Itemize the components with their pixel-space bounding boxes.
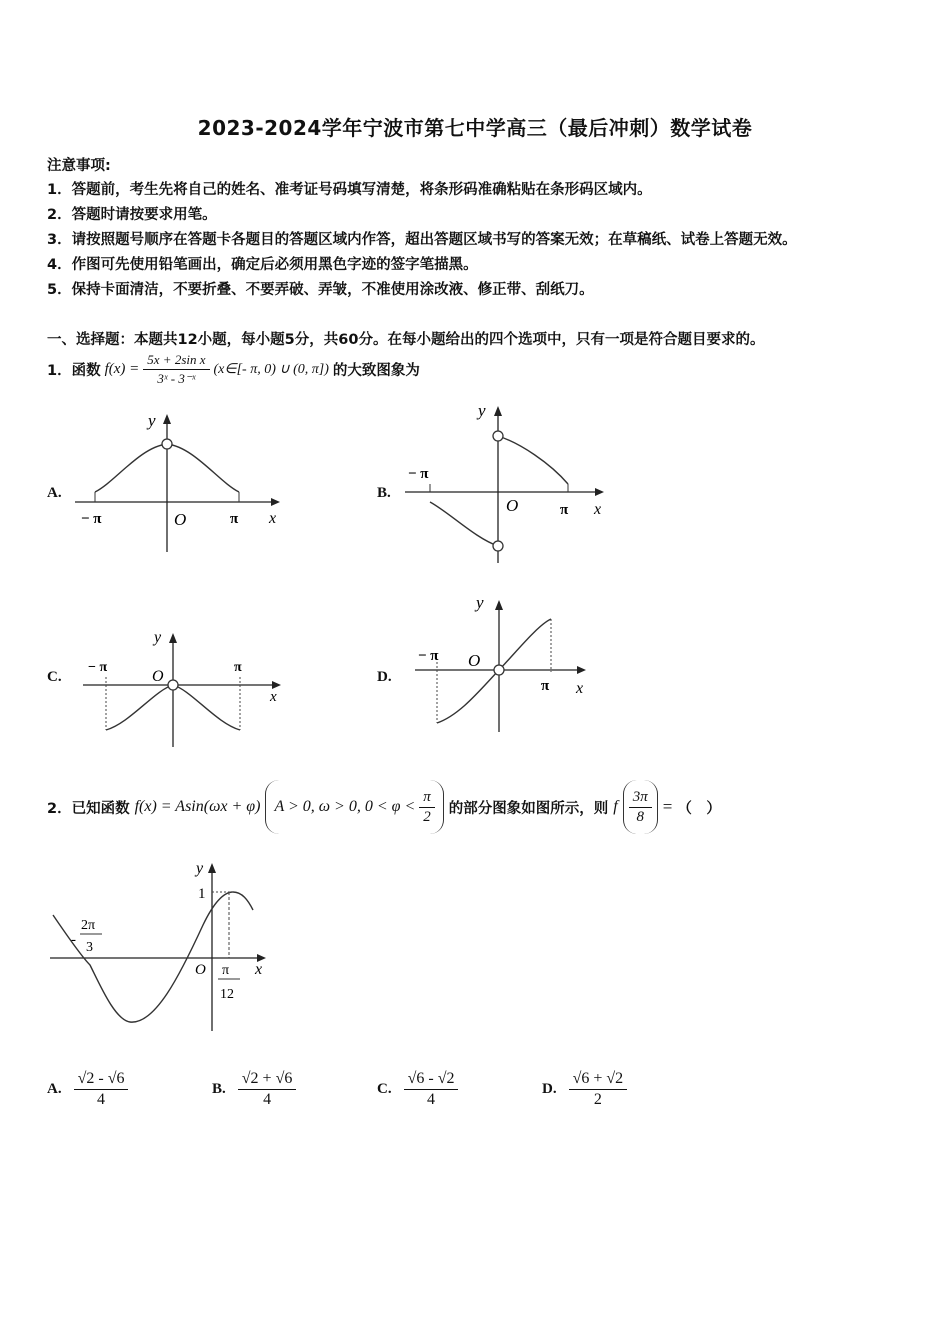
q2-argument-fraction — [629, 789, 652, 826]
x-label: x — [269, 510, 277, 527]
y-axis-arrow — [169, 633, 177, 643]
q2-condition-den: 2 — [423, 808, 431, 825]
pos-tick-den: 12 — [220, 987, 234, 1002]
q2-option-a — [47, 1070, 128, 1109]
y-axis-arrow — [163, 414, 171, 424]
x-axis-arrow — [272, 681, 281, 689]
open-point-top — [493, 431, 503, 441]
open-point — [494, 665, 504, 675]
q2-option-d-num: √6 + √2 — [569, 1070, 628, 1090]
q2-condition-num: π — [419, 789, 435, 808]
q1-graph-b — [400, 398, 615, 568]
q2-option-d-den: 2 — [593, 1091, 602, 1108]
pi-label: π — [541, 678, 550, 694]
q1-prefix: 1．函数 — [47, 363, 101, 379]
q2-option-c-label: C. — [377, 1081, 392, 1097]
q2-option-a-num: √2 - √6 — [74, 1070, 129, 1090]
pi-label: π — [234, 660, 242, 675]
pi-label: π — [230, 511, 239, 527]
q1-graph-a — [70, 402, 290, 557]
x-axis-arrow — [271, 498, 280, 506]
x-label: x — [270, 689, 277, 705]
origin-label: O — [195, 962, 206, 978]
q2-argument-num: 3π — [629, 789, 652, 808]
q1-option-d-label: D. — [377, 669, 392, 685]
q2-option-c-num: √6 - √2 — [404, 1070, 459, 1090]
origin-label: O — [174, 510, 187, 529]
neg-sign: - — [71, 932, 76, 948]
q1-graph-c — [80, 625, 290, 755]
max-label: 1 — [198, 886, 206, 902]
origin-label: O — [506, 496, 519, 515]
y-axis-arrow — [208, 863, 216, 873]
q2-option-a-den: 4 — [97, 1091, 106, 1108]
notice-item-5: 5．保持卡面清洁，不要折叠、不要弄破、弄皱，不准使用涂改液、修正带、刮纸刀。 — [47, 282, 594, 298]
q1-option-b-label: B. — [377, 485, 391, 501]
x-label: x — [255, 961, 263, 978]
q2-option-a-value — [74, 1070, 129, 1109]
pos-tick-num: π — [222, 963, 230, 978]
y-axis-arrow — [494, 406, 502, 416]
q2-option-c — [377, 1070, 458, 1109]
neg-pi-label: − π — [418, 648, 439, 664]
q2-option-d-value — [569, 1070, 628, 1109]
y-label: y — [196, 860, 204, 877]
q1-option-c-label: C. — [47, 669, 62, 685]
q1-denominator: 3ˣ - 3⁻ˣ — [157, 371, 196, 386]
x-label: x — [594, 501, 602, 518]
notice-item-3: 3．请按照题号顺序在答题卡各题目的答题区域内作答，超出答题区域书写的答案无效；在草稿纸、试卷上答题无效。 — [47, 232, 797, 248]
x-axis-arrow — [595, 488, 604, 496]
y-label: y — [148, 411, 156, 430]
q2-function: f(x) = Asin(ωx + φ) — [134, 798, 261, 815]
origin-label: O — [468, 651, 481, 670]
q2-argument-den: 8 — [636, 808, 644, 825]
q2-option-b-den: 4 — [263, 1091, 272, 1108]
open-point-bottom — [493, 541, 503, 551]
y-axis-arrow — [495, 600, 503, 610]
origin-label: O — [152, 668, 164, 685]
y-label: y — [154, 629, 162, 646]
open-point — [168, 680, 178, 690]
question-2-stem — [47, 776, 721, 838]
q2-prefix: 2．已知函数 — [47, 800, 130, 817]
neg-pi-label: − π — [408, 466, 429, 482]
q2-option-b-label: B. — [212, 1081, 226, 1097]
q2-option-b-value — [238, 1070, 297, 1109]
q2-option-d-label: D. — [542, 1081, 557, 1097]
q1-option-a-label: A. — [47, 485, 62, 501]
notice-item-1: 1．答题前，考生先将自己的姓名、准考证号码填写清楚，将条形码准确粘贴在条形码区域内。 — [47, 182, 652, 198]
open-point — [162, 439, 172, 449]
q2-mid: 的部分图象如图所示，则 — [448, 800, 609, 817]
question-1-stem — [47, 352, 420, 387]
q2-option-a-label: A. — [47, 1081, 62, 1097]
neg-pi-label: − π — [81, 511, 102, 527]
notice-item-4: 4．作图可先使用铅笔画出，确定后必须用黑色字迹的签字笔描黑。 — [47, 257, 478, 273]
q1-numerator: 5x + 2sin x — [143, 352, 209, 370]
neg-tick-num: 2π — [81, 918, 96, 933]
page-title: 2023-2024学年宁波市第七中学高三（最后冲刺）数学试卷 — [197, 116, 753, 140]
q2-f: f — [613, 798, 618, 815]
y-label: y — [476, 593, 484, 612]
q2-graph — [45, 855, 285, 1035]
notice-heading: 注意事项: — [47, 158, 111, 174]
q2-option-c-den: 4 — [427, 1091, 436, 1108]
curve-left — [430, 502, 498, 546]
q2-option-c-value — [404, 1070, 459, 1109]
x-label: x — [576, 680, 584, 697]
section-heading: 一、选择题：本题共12小题，每小题5分，共60分。在每小题给出的四个选项中，只有一项是符合题目要求的。 — [47, 332, 765, 348]
q1-function: f(x) = — [104, 361, 140, 377]
q2-condition-fraction — [419, 789, 435, 826]
q1-suffix: 的大致图象为 — [332, 363, 420, 379]
q2-answer-paren: （ ） — [677, 800, 721, 817]
q2-condition-text: A > 0, ω > 0, 0 < φ < — [274, 798, 416, 815]
sine-curve — [53, 892, 253, 1022]
q2-option-d — [542, 1070, 627, 1109]
q2-option-b — [212, 1070, 296, 1109]
x-axis-arrow — [577, 666, 586, 674]
q2-option-b-num: √2 + √6 — [238, 1070, 297, 1090]
q1-domain: (x∈[- π, 0) ∪ (0, π]) — [213, 362, 329, 377]
q2-equals: = — [662, 797, 673, 816]
y-label: y — [478, 401, 486, 420]
curve-right — [498, 436, 568, 484]
pi-label: π — [560, 502, 569, 518]
neg-pi-label: − π — [88, 660, 108, 675]
q1-graph-d — [410, 590, 600, 740]
q2-condition — [265, 780, 443, 834]
q1-fraction — [143, 352, 209, 387]
neg-tick-den: 3 — [86, 940, 93, 955]
notice-item-2: 2．答题时请按要求用笔。 — [47, 207, 217, 223]
q2-argument — [623, 780, 658, 834]
